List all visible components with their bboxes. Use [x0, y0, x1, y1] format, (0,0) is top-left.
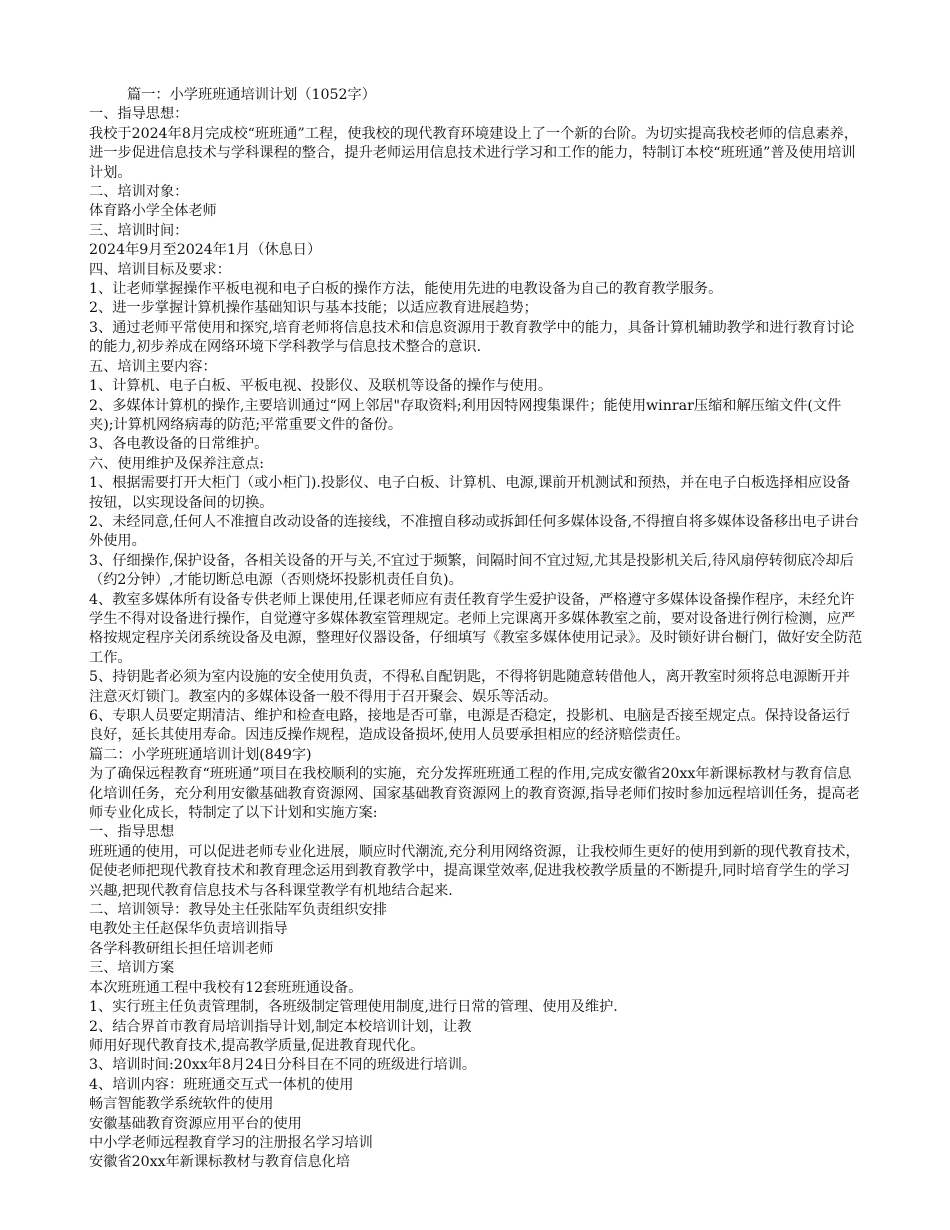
heading-training-leadership: 二、培训领导：教导处主任张陆军负责组织安排 [89, 902, 387, 919]
paragraph-training-time: 2024年9月至2024年1月（休息日） [89, 242, 322, 259]
content-item: 2、多媒体计算机的操作,主要培训通过“网上邻居"存取资料;利用因特网搜集课件；能使用winrar压缩和解压缩文件(文件夹);计算机网络病毒的防范;平常重要文件的备份。 [89, 397, 842, 433]
heading-training-goals: 四、培训目标及要求： [89, 261, 231, 278]
plan-subitem: 畅言智能教学系统软件的使用 [89, 1096, 274, 1113]
section-title-part2: 篇二：小学班班通培训计划(849字) [89, 746, 312, 763]
maintenance-item: 6、专职人员要定期清洁、维护和检查电路，接地是否可靠，电源是否稳定，投影机、电脑是否接至规定点。保持设备运行良好，延长其使用寿命。因违反操作规程，造成设备损坏,使用人员要承担相应的经济赔偿责任。 [89, 708, 850, 744]
maintenance-item: 3、仔细操作,保护设备，各相关设备的开与关,不宜过于频繁，间隔时间不宜过短,尤其是投影机关后,待风扇停转彻底冷却后（约2分钟）,才能切断总电源（否则烧坏投影机责任自负)。 [89, 552, 854, 589]
maintenance-item: 1、根据需要打开大柜门（或小柜门).投影仪、电子白板、计算机、电源,课前开机测试和预热，并在电子白板选择相应设备按钮，以实现设备间的切换。 [89, 475, 851, 511]
content-item: 1、计算机、电子白板、平板电视、投影仪、及联机等设备的操作与使用。 [89, 378, 553, 395]
heading-training-target: 二、培训对象： [89, 184, 189, 201]
plan-subitem: 中小学老师远程教育学习的注册报名学习培训 [89, 1134, 373, 1151]
heading-training-time: 三、培训时间： [89, 222, 189, 239]
document-body [89, 86, 864, 1173]
heading-training-plan: 三、培训方案 [89, 960, 175, 977]
maintenance-item: 2、未经同意,任何人不准擅自改动设备的连接线，不准擅自移动或拆卸任何多媒体设备,不得擅自将多媒体设备移出电子讲台外使用。 [89, 513, 859, 550]
content-item: 3、各电教设备的日常维护。 [89, 436, 269, 453]
heading-training-content: 五、培训主要内容： [89, 358, 217, 375]
plan-item-continued: 师用好现代教育技术,提高教学质量,促进教育现代化。 [89, 1037, 425, 1054]
goal-item: 3、通过老师平常使用和探究,培育老师将信息技术和信息资源用于教育教学中的能力，具备计算机辅助教学和进行教育讨论的能力,初步养成在网络环境下学科教学与信息技术整合的意识. [89, 319, 855, 356]
plan-line: 本次班班通工程中我校有12套班班通设备。 [89, 979, 363, 996]
plan-item: 1、实行班主任负责管理制，各班级制定管理使用制度,进行日常的管理、使用及维护. [89, 999, 618, 1016]
leadership-line: 各学科教研组长担任培训老师 [89, 940, 274, 957]
plan-item: 3、培训时间:20xx年8月24日分科目在不同的班级进行培训。 [89, 1057, 477, 1074]
plan-item: 2、结合界首市教育局培训指导计划,制定本校培训计划，让教 [89, 1018, 472, 1035]
heading-maintenance-notes: 六、使用维护及保养注意点: [89, 455, 265, 472]
heading-guiding-ideology: 一、指导思想： [89, 106, 189, 123]
paragraph-intro-part2: 为了确保远程教育“班班通”项目在我校顺利的实施，充分发挥班班通工程的作用,完成安徽省20xx年新课标教材与教育信息化培训任务，充分利用安徽基础教育资源网、国家基础教育资源网上的教育资源,指导老师们按时参加远程培训任务，提高老师专业化成长，特制定了以下计划和实施方案: [89, 766, 860, 822]
paragraph-guiding-ideology-part2: 班班通的使用，可以促进老师专业化进展，顺应时代潮流,充分利用网络资源，让我校师生更好的使用到新的现代教育技术，促使老师把现代教育技术和教育理念运用到教育教学中，提高课堂效率,促进我校教学质量的不断提升,同时培育学生的学习兴趣,把现代教育信息技术与各科课堂教学有机地结合起来. [89, 843, 860, 899]
section-title-part1: 篇一：小学班班通培训计划（1052字） [127, 87, 376, 103]
maintenance-item: 5、持钥匙者必须为室内设施的安全使用负责，不得私自配钥匙，不得将钥匙随意转借他人，离开教室时须将总电源断开并注意灭灯锁门。教室内的多媒体设备一般不得用于召开聚会、娱乐等活动。 [89, 669, 850, 705]
goal-item: 1、让老师掌握操作平板电视和电子白板的操作方法，能使用先进的电教设备为自己的教育教学服务。 [89, 281, 723, 298]
leadership-line: 电教处主任赵保华负责培训指导 [89, 921, 288, 938]
plan-subitem: 安徽基础教育资源应用平台的使用 [89, 1115, 302, 1132]
plan-item: 4、培训内容：班班通交互式一体机的使用 [89, 1076, 354, 1093]
maintenance-item: 4、教室多媒体所有设备专供老师上课使用,任课老师应有责任教育学生爱护设备，严格遵守多媒体设备操作程序，未经允许学生不得对设备进行操作，自觉遵守多媒体教室管理规定。老师上完课离开多媒体教室之前，要对设备进行例行检测，应严格按规定程序关闭系统设备及电源，整理好仪器设备，仔细填写《教室多媒体使用记录》。及时锁好讲台橱门，做好安全防范工作。 [89, 591, 863, 666]
plan-subitem: 安徽省20xx年新课标教材与教育信息化培 [89, 1154, 351, 1171]
paragraph-training-target: 体育路小学全体老师 [89, 203, 217, 220]
goal-item: 2、进一步掌握计算机操作基础知识与基本技能；以适应教育进展趋势； [89, 300, 538, 317]
paragraph-guiding-ideology: 我校于2024年8月完成校“班班通”工程，使我校的现代教育环境建设上了一个新的台阶。为切实提高我校老师的信息素养，进一步促进信息技术与学科课程的整合，提升老师运用信息技术进行学习和工作的能力，特制订本校“班班通”普及使用培训计划。 [89, 125, 859, 181]
heading-guiding-ideology-part2: 一、指导思想 [89, 824, 175, 841]
